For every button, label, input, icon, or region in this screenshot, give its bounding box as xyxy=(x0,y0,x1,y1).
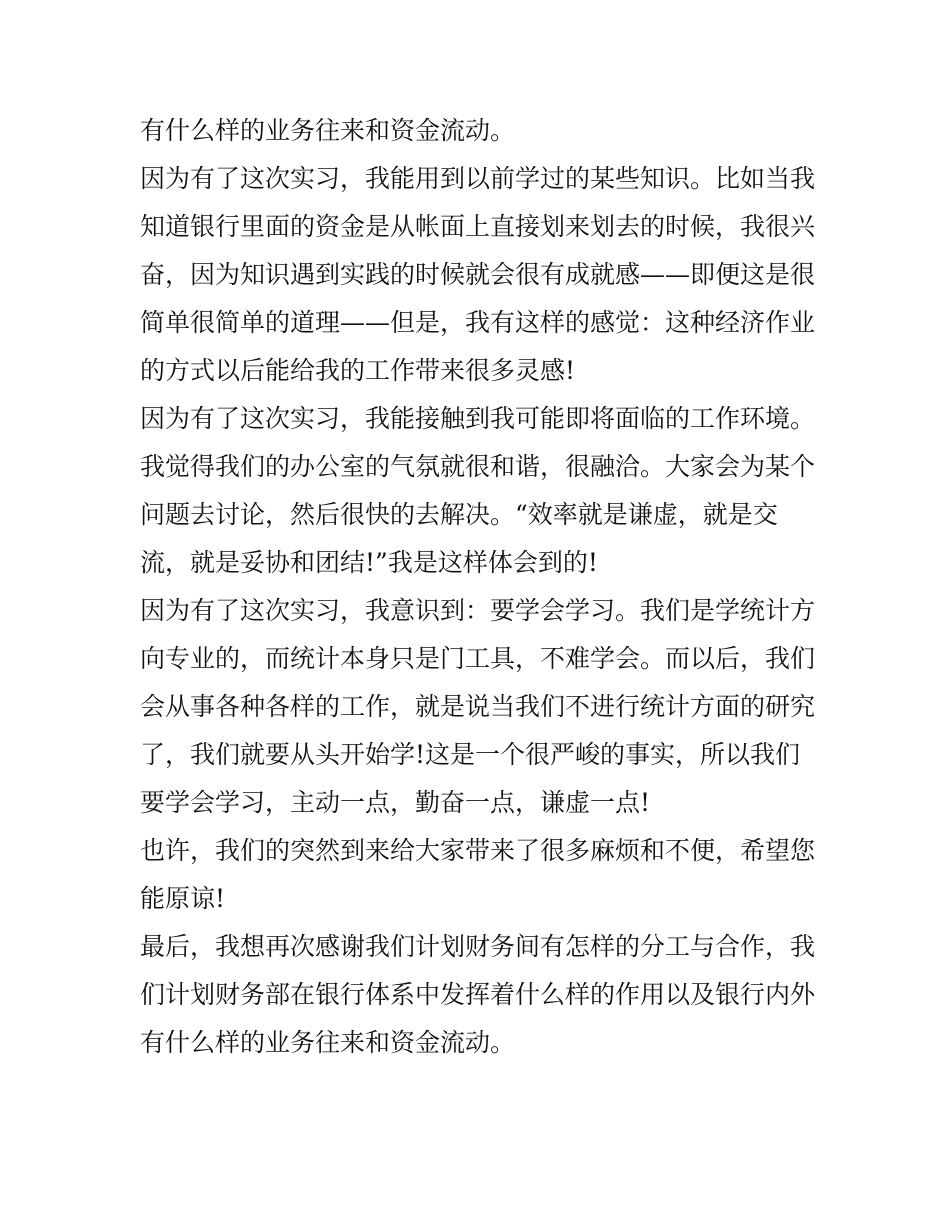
text-line: 能原谅! xyxy=(140,884,226,913)
text-line: 流，就是妥协和团结!”我是这样体会到的! xyxy=(140,548,598,577)
text-line: 简单很简单的道理——但是，我有这样的感觉：这种经济作业 xyxy=(140,308,816,337)
text-line: 因为有了这次实习，我能用到以前学过的某些知识。比如当我 xyxy=(140,164,816,193)
text-line: 奋，因为知识遇到实践的时候就会很有成就感——即便这是很 xyxy=(140,260,816,289)
text-line: 因为有了这次实习，我意识到：要学会学习。我们是学统计方 xyxy=(140,596,816,625)
text-line: 有什么样的业务往来和资金流动。 xyxy=(140,116,516,145)
text-line: 了，我们就要从头开始学!这是一个很严峻的事实，所以我们 xyxy=(140,740,801,769)
text-line: 有什么样的业务往来和资金流动。 xyxy=(140,1028,516,1057)
text-line: 最后，我想再次感谢我们计划财务间有怎样的分工与合作，我 xyxy=(140,932,816,961)
text-line: 问题去讨论，然后很快的去解决。“效率就是谦虚，就是交 xyxy=(140,500,778,529)
document-body xyxy=(140,107,820,1067)
text-line: 也许，我们的突然到来给大家带来了很多麻烦和不便，希望您 xyxy=(140,836,816,865)
text-line: 要学会学习，主动一点，勤奋一点，谦虚一点! xyxy=(140,788,651,817)
text-line: 知道银行里面的资金是从帐面上直接划来划去的时候，我很兴 xyxy=(140,212,816,241)
text-line: 因为有了这次实习，我能接触到我可能即将面临的工作环境。 xyxy=(140,404,816,433)
text-line: 会从事各种各样的工作，就是说当我们不进行统计方面的研究 xyxy=(140,692,816,721)
text-line: 向专业的，而统计本身只是门工具，不难学会。而以后，我们 xyxy=(140,644,816,673)
text-line: 们计划财务部在银行体系中发挥着什么样的作用以及银行内外 xyxy=(140,980,816,1009)
text-line: 的方式以后能给我的工作带来很多灵感! xyxy=(140,356,576,385)
text-line: 我觉得我们的办公室的气氛就很和谐，很融洽。大家会为某个 xyxy=(140,452,816,481)
